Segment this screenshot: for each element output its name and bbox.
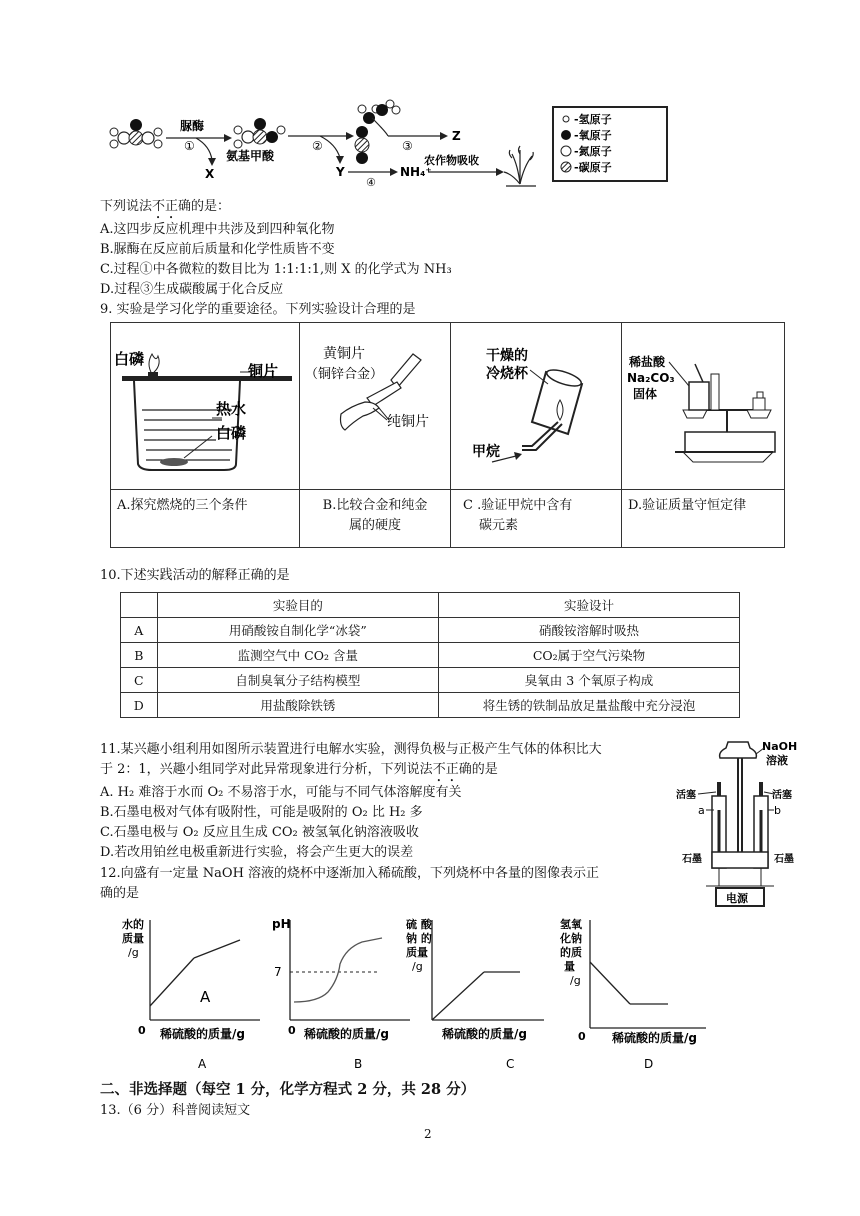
nh4-label: NH₄⁺ xyxy=(400,165,432,179)
svg-text:钠 的: 钠 的 xyxy=(406,932,432,945)
q12-stem-line2: 确的是 xyxy=(100,886,140,901)
q8-option-b: B.脲酶在反应前后质量和化学性质皆不变 xyxy=(100,242,335,257)
table-row: C 自制臭氧分子结构模型 臭氧由 3 个氧原子构成 xyxy=(121,668,740,693)
legend-nitrogen: -氮原子 xyxy=(574,145,612,158)
svg-text:稀盐酸: 稀盐酸 xyxy=(629,355,666,369)
svg-text:的质: 的质 xyxy=(560,946,582,959)
q10-table xyxy=(120,592,740,718)
svg-text:量: 量 xyxy=(564,960,575,973)
q11-option-c: C.石墨电极与 O₂ 反应且生成 CO₂ 被氢氧化钠溶液吸收 xyxy=(100,825,419,840)
q11-stem-line1: 11.某兴趣小组利用如图所示装置进行电解水实验，测得负极与正极产生气体的体积比大 xyxy=(100,742,602,757)
graph-d xyxy=(556,910,710,1070)
svg-text:化钠: 化钠 xyxy=(560,932,582,945)
graph-b xyxy=(266,910,416,1070)
svg-text:①: ① xyxy=(184,139,195,153)
table-row: D 用盐酸除铁锈 将生锈的铁制品放足量盐酸中充分浸泡 xyxy=(121,693,740,718)
svg-text:水的: 水的 xyxy=(122,918,144,931)
svg-text:石墨: 石墨 xyxy=(774,854,794,865)
q9-table xyxy=(110,322,785,548)
graph-c-caption: C xyxy=(506,1057,515,1070)
svg-text:NaOH: NaOH xyxy=(762,740,798,753)
svg-text:pH: pH xyxy=(272,917,291,931)
q11-option-a: A. H₂ 难溶于水而 O₂ 不易溶于水，可能与不同气体溶解度有关 xyxy=(100,785,462,800)
power-supply-label: 电源 xyxy=(726,892,748,905)
svg-text:（铜锌合金）: （铜锌合金） xyxy=(305,367,384,382)
svg-text:干燥的: 干燥的 xyxy=(486,348,528,364)
graph-a xyxy=(116,910,266,1070)
svg-text:④: ④ xyxy=(366,176,376,189)
label-hot-water: 热水 xyxy=(216,400,247,418)
svg-text:冷烧杯: 冷烧杯 xyxy=(486,366,528,382)
svg-text:石墨: 石墨 xyxy=(682,854,702,865)
svg-text:/g: /g xyxy=(570,974,581,987)
carbonic-molecule xyxy=(355,105,380,164)
svg-text:活塞: 活塞 xyxy=(772,790,792,801)
q9-caption-c: C .验证甲烷中含有 碳元素 xyxy=(451,490,622,548)
absorb-label: 农作物吸收 xyxy=(424,154,479,167)
svg-text:/g: /g xyxy=(412,960,423,973)
section-2-title: 二、非选择题（每空 1 分，化学方程式 2 分，共 28 分） xyxy=(100,1081,476,1098)
q10-stem: 10.下述实践活动的解释正确的是 xyxy=(100,568,290,583)
atom-legend xyxy=(552,106,668,182)
svg-text:a: a xyxy=(698,804,705,817)
svg-text:Y: Y xyxy=(336,165,345,179)
svg-text:稀硫酸的质量/g: 稀硫酸的质量/g xyxy=(304,1027,389,1041)
plant-icon xyxy=(504,146,536,186)
page-number: 2 xyxy=(424,1127,432,1141)
graph-a-caption: A xyxy=(198,1057,207,1070)
carbamic-acid-molecule xyxy=(234,118,285,148)
q10-header-row: 实验目的 实验设计 xyxy=(121,593,740,618)
svg-text:X: X xyxy=(205,167,215,181)
svg-text:质量: 质量 xyxy=(406,946,428,959)
q9-image-d xyxy=(622,323,785,490)
q9-image-a xyxy=(111,323,300,490)
svg-text:黄铜片: 黄铜片 xyxy=(323,346,365,362)
svg-text:溶液: 溶液 xyxy=(766,754,788,767)
svg-text:活塞: 活塞 xyxy=(676,790,696,801)
q9-caption-d: D.验证质量守恒定律 xyxy=(622,490,785,548)
svg-text:③: ③ xyxy=(402,139,413,153)
q9-caption-a: A.探究燃烧的三个条件 xyxy=(111,490,300,548)
q12-stem-line1: 12.向盛有一定量 NaOH 溶液的烧杯中逐渐加入稀硫酸，下列烧杯中各量的图像表示正 xyxy=(100,866,600,881)
intermediate-label: 氨基甲酸 xyxy=(226,149,275,163)
svg-text:稀硫酸的质量/g: 稀硫酸的质量/g xyxy=(442,1027,527,1041)
reaction-diagram xyxy=(100,96,550,190)
q9-stem: 9. 实验是学习化学的重要途径。下列实验设计合理的是 xyxy=(100,302,416,317)
q9-image-b xyxy=(300,323,451,490)
legend-carbon: -碳原子 xyxy=(574,161,612,174)
svg-text:Z: Z xyxy=(452,129,461,143)
svg-text:A: A xyxy=(200,988,211,1006)
svg-text:0: 0 xyxy=(578,1030,586,1043)
svg-text:纯铜片: 纯铜片 xyxy=(387,414,429,430)
q11-option-d: D.若改用铂丝电极重新进行实验，将会产生更大的误差 xyxy=(100,845,414,860)
legend-hydrogen: -氢原子 xyxy=(574,113,612,126)
svg-text:质量: 质量 xyxy=(122,932,144,945)
q9-image-c xyxy=(451,323,622,490)
svg-text:固体: 固体 xyxy=(633,387,658,401)
svg-text:②: ② xyxy=(312,139,323,153)
table-row: B 监测空气中 CO₂ 含量 CO₂属于空气污染物 xyxy=(121,643,740,668)
table-row: A 用硝酸铵自制化学“冰袋” 硝酸铵溶解时吸热 xyxy=(121,618,740,643)
svg-text:硫 酸: 硫 酸 xyxy=(406,918,432,931)
label-white-phosphorus-bottom: 白磷 xyxy=(216,424,247,442)
label-white-phosphorus-top: 白磷 xyxy=(114,350,145,368)
electrolysis-apparatus xyxy=(676,740,806,912)
q8-option-a: A.这四步反应机理中共涉及到四种氧化物 xyxy=(100,222,335,237)
enzyme-label: 脲酶 xyxy=(180,119,205,133)
graph-c xyxy=(398,910,550,1070)
svg-text:/g: /g xyxy=(128,946,139,959)
q13-title: 13.（6 分）科普阅读短文 xyxy=(100,1103,251,1118)
label-copper-plate: 铜片 xyxy=(248,362,279,380)
svg-text:氢氧: 氢氧 xyxy=(560,918,582,931)
svg-text:b: b xyxy=(774,804,781,817)
urea-molecule xyxy=(110,119,162,148)
svg-text:稀硫酸的质量/g: 稀硫酸的质量/g xyxy=(160,1027,245,1041)
legend-oxygen: -氧原子 xyxy=(574,129,612,142)
svg-text:0: 0 xyxy=(288,1024,296,1037)
q8-option-d: D.过程③生成碳酸属于化合反应 xyxy=(100,282,284,297)
q8-stem: 下列说法不正确的是： xyxy=(100,199,231,214)
q11-stem-line2: 于 2：1，兴趣小组同学对此异常现象进行分析，下列说法不正确的是 xyxy=(100,762,498,777)
svg-text:Na₂CO₃: Na₂CO₃ xyxy=(627,371,675,385)
svg-text:稀硫酸的质量/g: 稀硫酸的质量/g xyxy=(612,1031,697,1045)
svg-text:甲烷: 甲烷 xyxy=(472,444,500,460)
svg-text:0: 0 xyxy=(138,1024,146,1037)
q8-option-c: C.过程①中各微粒的数目比为 1:1:1:1,则 X 的化学式为 NH₃ xyxy=(100,262,452,277)
graph-d-caption: D xyxy=(644,1057,654,1070)
q11-option-b: B.石墨电极对气体有吸附性，可能是吸附的 O₂ 比 H₂ 多 xyxy=(100,805,423,820)
graph-b-caption: B xyxy=(354,1057,363,1070)
q9-caption-b: B.比较合金和纯金 属的硬度 xyxy=(300,490,451,548)
svg-text:7: 7 xyxy=(274,965,282,979)
